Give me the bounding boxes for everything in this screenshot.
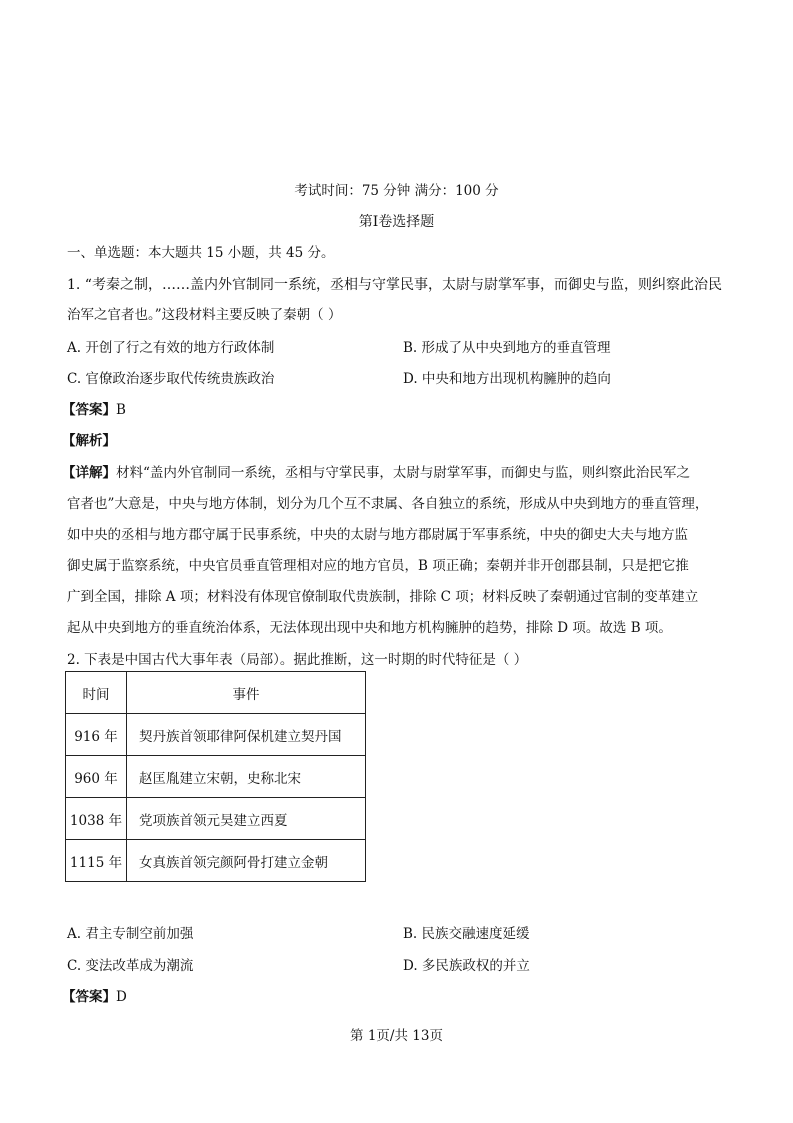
- q2-option-a[interactable]: A. 君主专制空前加强: [67, 926, 194, 942]
- table-cell-event: 女真族首领完颜阿骨打建立金朝: [127, 840, 366, 882]
- q1-option-c[interactable]: C. 官僚政治逐步取代传统贵族政治: [67, 371, 275, 387]
- q1-stem-line1: 1. “考秦之制，……盖内外官制同一系统，丞相与守掌民事，太尉与尉掌军事，而御史与监，则纠察此治民: [67, 277, 722, 293]
- q2-option-c[interactable]: C. 变法改革成为潮流: [67, 958, 194, 974]
- table-row: [66, 714, 366, 756]
- section-title: 一、单选题：本大题共 15 小题，共 45 分。: [67, 245, 335, 261]
- q1-answer: [62, 398, 126, 418]
- table-cell-time: 1115 年: [66, 840, 127, 882]
- detail-text: 材料“盖内外官制同一系统，丞相与守掌民事，太尉与尉掌军事，而御史与监，则纠察此治民军之: [116, 465, 690, 481]
- table-header-row: [66, 672, 366, 714]
- answer-label: 【答案】: [62, 402, 116, 418]
- answer-value: D: [116, 989, 127, 1005]
- table-row: [66, 756, 366, 798]
- q1-detail-line3: 如中央的丞相与地方郡守属于民事系统，中央的太尉与地方郡尉属于军事系统，中央的御史大夫与地方监: [67, 527, 688, 543]
- table-header-event: 事件: [127, 672, 366, 714]
- answer-label: 【答案】: [62, 989, 116, 1005]
- q1-detail-line4: 御史属于监察系统，中央官员垂直管理相对应的地方官员，B 项正确；秦朝并非开创郡县制，只是把它推: [67, 558, 689, 574]
- table-cell-event: 党项族首领元昊建立西夏: [127, 798, 366, 840]
- q2-answer: [62, 985, 127, 1005]
- q1-option-d[interactable]: D. 中央和地方出现机构臃肿的趋向: [403, 371, 611, 387]
- answer-value: B: [116, 402, 126, 418]
- table-header-time: 时间: [66, 672, 127, 714]
- table-cell-time: 916 年: [66, 714, 127, 756]
- volume-title: 第Ⅰ卷选择题: [358, 214, 435, 230]
- q1-detail-line2: 官者也”大意是，中央与地方体制，划分为几个互不隶属、各自独立的系统，形成从中央到地方的垂直管理，: [67, 496, 709, 512]
- q1-detail-line6: 起从中央到地方的垂直统治体系，无法体现出现中央和地方机构臃肿的趋势，排除 D 项。故选 B 项。: [67, 620, 672, 636]
- table-row: [66, 840, 366, 882]
- table-cell-time: 1038 年: [66, 798, 127, 840]
- table-cell-event: 赵匡胤建立宋朝，史称北宋: [127, 756, 366, 798]
- q2-option-b[interactable]: B. 民族交融速度延缓: [403, 926, 530, 942]
- table-cell-time: 960 年: [66, 756, 127, 798]
- page-number: 第 1页/共 13页: [350, 1028, 443, 1044]
- exam-info: 考试时间：75 分钟 满分：100 分: [294, 183, 499, 199]
- detail-label: 【详解】: [62, 465, 116, 481]
- q1-option-a[interactable]: A. 开创了行之有效的地方行政体制: [67, 340, 275, 356]
- q1-detail-line1: [62, 461, 690, 481]
- q1-stem-line2: 治军之官者也。”这段材料主要反映了秦朝（ ）: [67, 307, 342, 323]
- events-table: [65, 671, 366, 882]
- q2-stem: 2. 下表是中国古代大事年表（局部）。据此推断，这一时期的时代特征是（ ）: [67, 652, 528, 668]
- table-row: [66, 798, 366, 840]
- q2-option-d[interactable]: D. 多民族政权的并立: [403, 958, 530, 974]
- table-cell-event: 契丹族首领耶律阿保机建立契丹国: [127, 714, 366, 756]
- q1-analysis-label: 【解析】: [62, 433, 116, 449]
- q1-detail-line5: 广到全国，排除 A 项；材料没有体现官僚制取代贵族制，排除 C 项；材料反映了秦朝通过官制的变革建立: [67, 589, 699, 605]
- q1-option-b[interactable]: B. 形成了从中央到地方的垂直管理: [403, 340, 611, 356]
